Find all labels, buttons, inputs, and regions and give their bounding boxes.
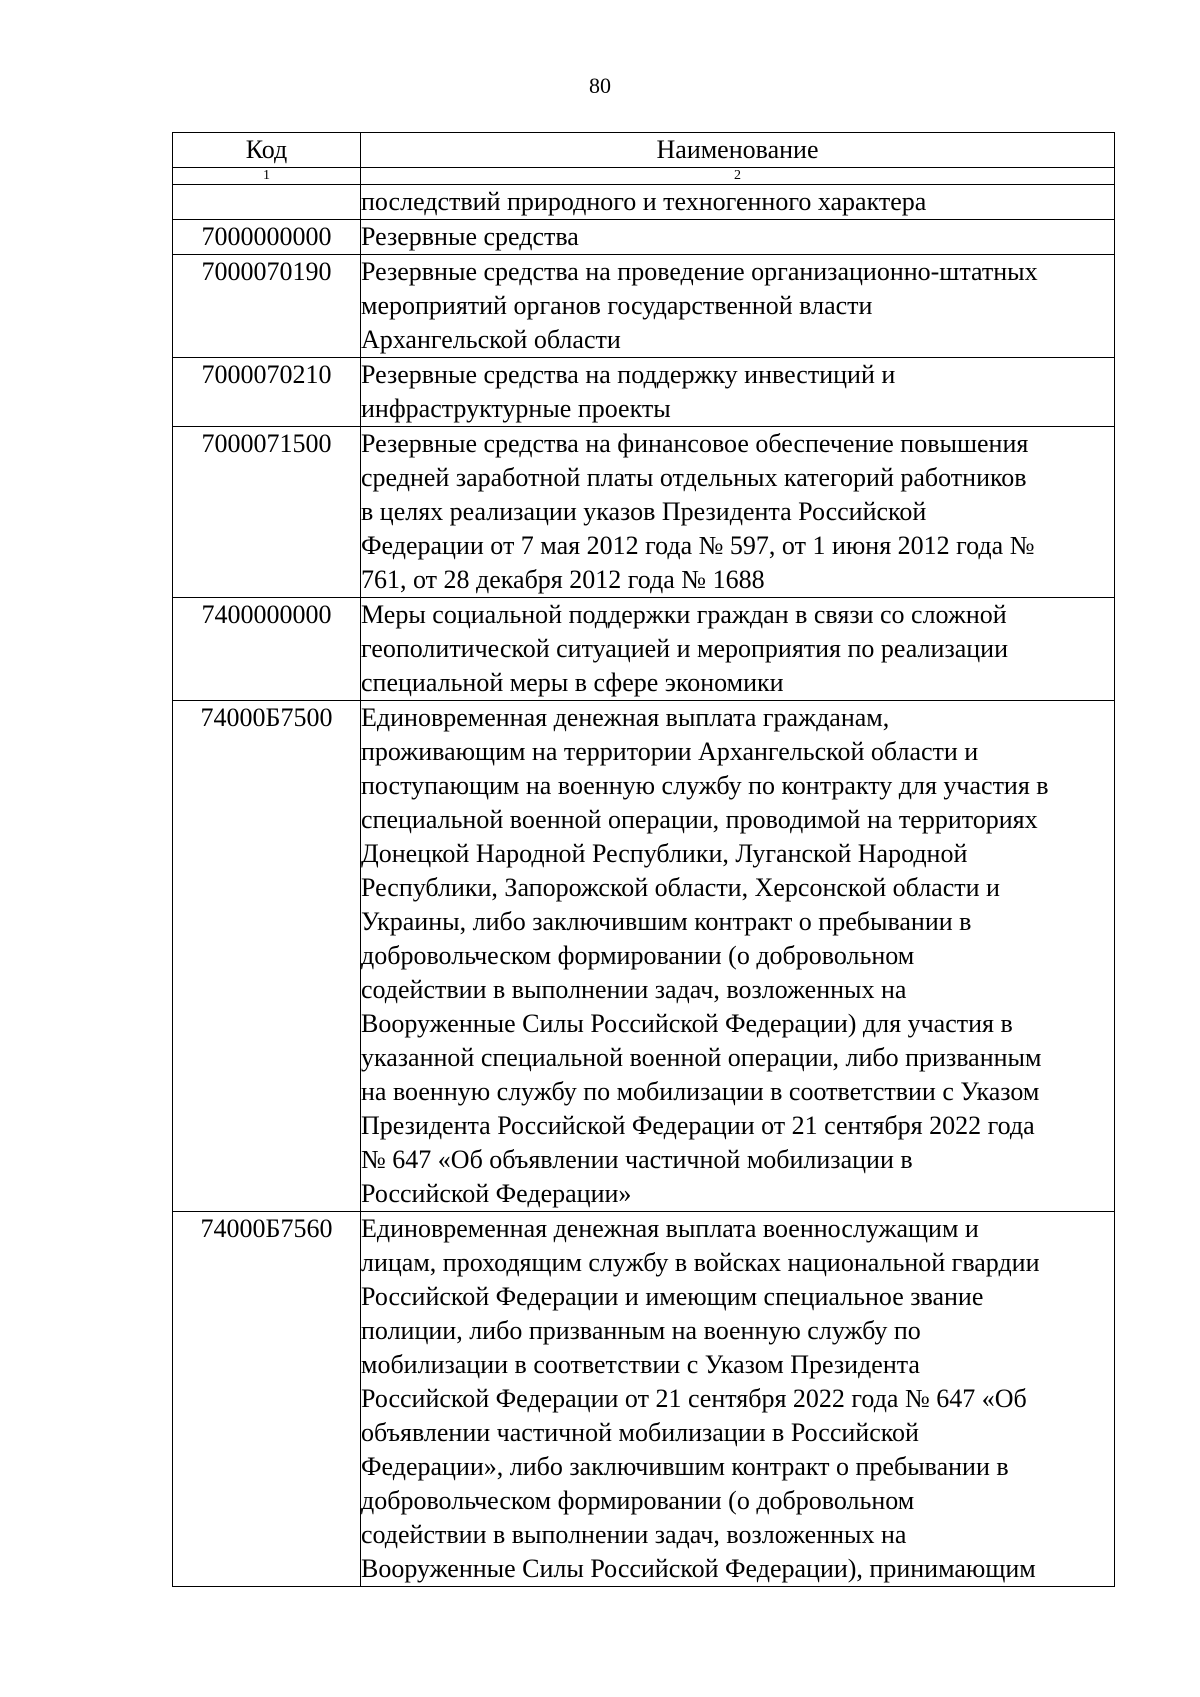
- table-row: [173, 185, 1115, 220]
- table-row: [173, 701, 1115, 1212]
- budget-code-table: [172, 132, 1115, 1587]
- row-code: 7400000000: [173, 598, 361, 701]
- row-code: [173, 185, 361, 220]
- row-code: 74000Б7500: [173, 701, 361, 1212]
- table-row: [173, 220, 1115, 255]
- row-code: 7000070210: [173, 358, 361, 427]
- column-number-code: 1: [173, 168, 361, 185]
- row-name: Резервные средства на проведение организационно-штатных мероприятий органов государственной власти Архангельской области: [361, 255, 1115, 358]
- column-number-row: [173, 168, 1115, 185]
- column-number-name: 2: [361, 168, 1115, 185]
- row-code: 74000Б7560: [173, 1212, 361, 1587]
- header-name: Наименование: [361, 133, 1115, 168]
- table-row: [173, 1212, 1115, 1587]
- table-row: [173, 598, 1115, 701]
- page-number: 80: [589, 73, 611, 98]
- table-row: [173, 358, 1115, 427]
- row-name: Резервные средства на финансовое обеспечение повышения средней заработной платы отдельных категорий работников в целях реализации указов Президента Российской Федерации от 7 мая 2012 года № 597, от 1 июня 2012 года № 761, от 28 декабря 2012 года № 1688: [361, 427, 1115, 598]
- row-name: Единовременная денежная выплата военнослужащим и лицам, проходящим службу в войсках национальной гвардии Российской Федерации и имеющим специальное звание полиции, либо призванным на военную службу по мобилизации в соответствии с Указом Президента Российской Федерации от 21 сентября 2022 года № 647 «Об объявлении частичной мобилизации в Российской Федерации», либо заключившим контракт о пребывании в добровольческом формировании (о добровольном содействии в выполнении задач, возложенных на Вооруженные Силы Российской Федерации), принимающим: [361, 1212, 1115, 1587]
- row-code: 7000000000: [173, 220, 361, 255]
- header-code: Код: [173, 133, 361, 168]
- row-name: Резервные средства на поддержку инвестиций и инфраструктурные проекты: [361, 358, 1115, 427]
- row-name: последствий природного и техногенного характера: [361, 185, 1115, 220]
- row-name: Меры социальной поддержки граждан в связи со сложной геополитической ситуацией и мероприятия по реализации специальной меры в сфере экономики: [361, 598, 1115, 701]
- row-name: Единовременная денежная выплата гражданам, проживающим на территории Архангельской области и поступающим на военную службу по контракту для участия в специальной военной операции, проводимой на территориях Донецкой Народной Республики, Луганской Народной Республики, Запорожской области, Херсонской области и Украины, либо заключившим контракт о пребывании в добровольческом формировании (о добровольном содействии в выполнении задач, возложенных на Вооруженные Силы Российской Федерации) для участия в указанной специальной военной операции, либо призванным на военную службу по мобилизации в соответствии с Указом Президента Российской Федерации от 21 сентября 2022 года № 647 «Об объявлении частичной мобилизации в Российской Федерации»: [361, 701, 1115, 1212]
- table-row: [173, 427, 1115, 598]
- table-row: [173, 255, 1115, 358]
- row-name: Резервные средства: [361, 220, 1115, 255]
- row-code: 7000070190: [173, 255, 361, 358]
- row-code: 7000071500: [173, 427, 361, 598]
- table-header-row: [173, 133, 1115, 168]
